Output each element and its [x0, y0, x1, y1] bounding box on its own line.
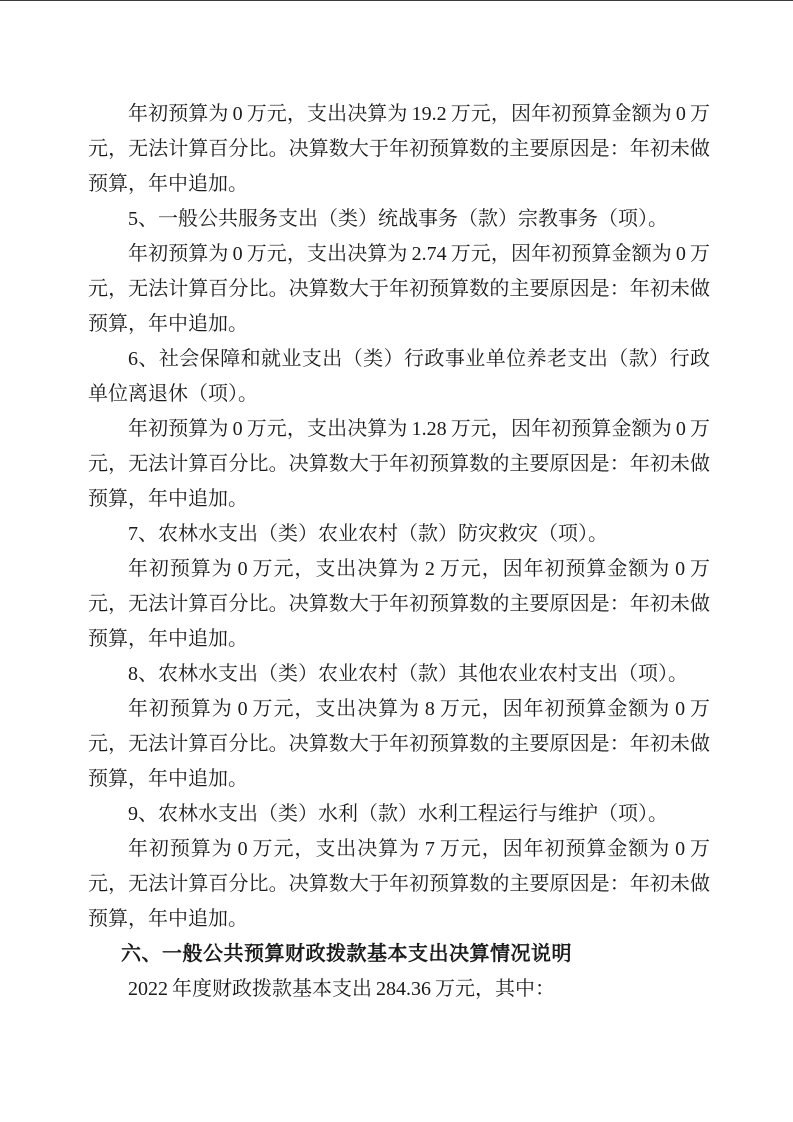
paragraph-item5-title: 5、一般公共服务支出（类）统战事务（款）宗教事务（项）。 — [128, 208, 668, 230]
document-page — [88, 97, 710, 1007]
section-heading-six: 六、一般公共预算财政拨款基本支出决算情况说明 — [121, 943, 572, 965]
paragraph-item5-explanation: 年初预算为 0 万元，支出决算为 2.74 万元，因年初预算金额为 0 万元，无法计算百分比。决算数大于年初预算数的主要原因是：年初未做预算，年中追加。 — [88, 243, 710, 335]
paragraph-item8-title: 8、农林水支出（类）农业农村（款）其他农业农村支出（项）。 — [128, 663, 688, 685]
paragraph-item6-title: 6、社会保障和就业支出（类）行政事业单位养老支出（款）行政单位离退休（项）。 — [88, 348, 710, 405]
paragraph-item4-explanation: 年初预算为 0 万元，支出决算为 19.2 万元，因年初预算金额为 0 万元，无法计算百分比。决算数大于年初预算数的主要原因是：年初未做预算，年中追加。 — [88, 103, 710, 195]
paragraph-item7-explanation: 年初预算为 0 万元，支出决算为 2 万元，因年初预算金额为 0 万元，无法计算百分比。决算数大于年初预算数的主要原因是：年初未做预算，年中追加。 — [88, 558, 710, 650]
paragraph-item8-explanation: 年初预算为 0 万元，支出决算为 8 万元，因年初预算金额为 0 万元，无法计算百分比。决算数大于年初预算数的主要原因是：年初未做预算，年中追加。 — [88, 698, 710, 790]
paragraph-item9-explanation: 年初预算为 0 万元，支出决算为 7 万元，因年初预算金额为 0 万元，无法计算百分比。决算数大于年初预算数的主要原因是：年初未做预算，年中追加。 — [88, 838, 710, 930]
paragraph-item6-explanation: 年初预算为 0 万元，支出决算为 1.28 万元，因年初预算金额为 0 万元，无法计算百分比。决算数大于年初预算数的主要原因是：年初未做预算，年中追加。 — [88, 418, 710, 510]
paragraph-item9-title: 9、农林水支出（类）水利（款）水利工程运行与维护（项）。 — [128, 803, 668, 825]
paragraph-basic-expenditure-summary: 2022 年度财政拨款基本支出 284.36 万元，其中： — [128, 978, 555, 1000]
page-top-edge — [0, 0, 793, 1]
paragraph-item7-title: 7、农林水支出（类）农业农村（款）防灾救灾（项）。 — [128, 523, 608, 545]
